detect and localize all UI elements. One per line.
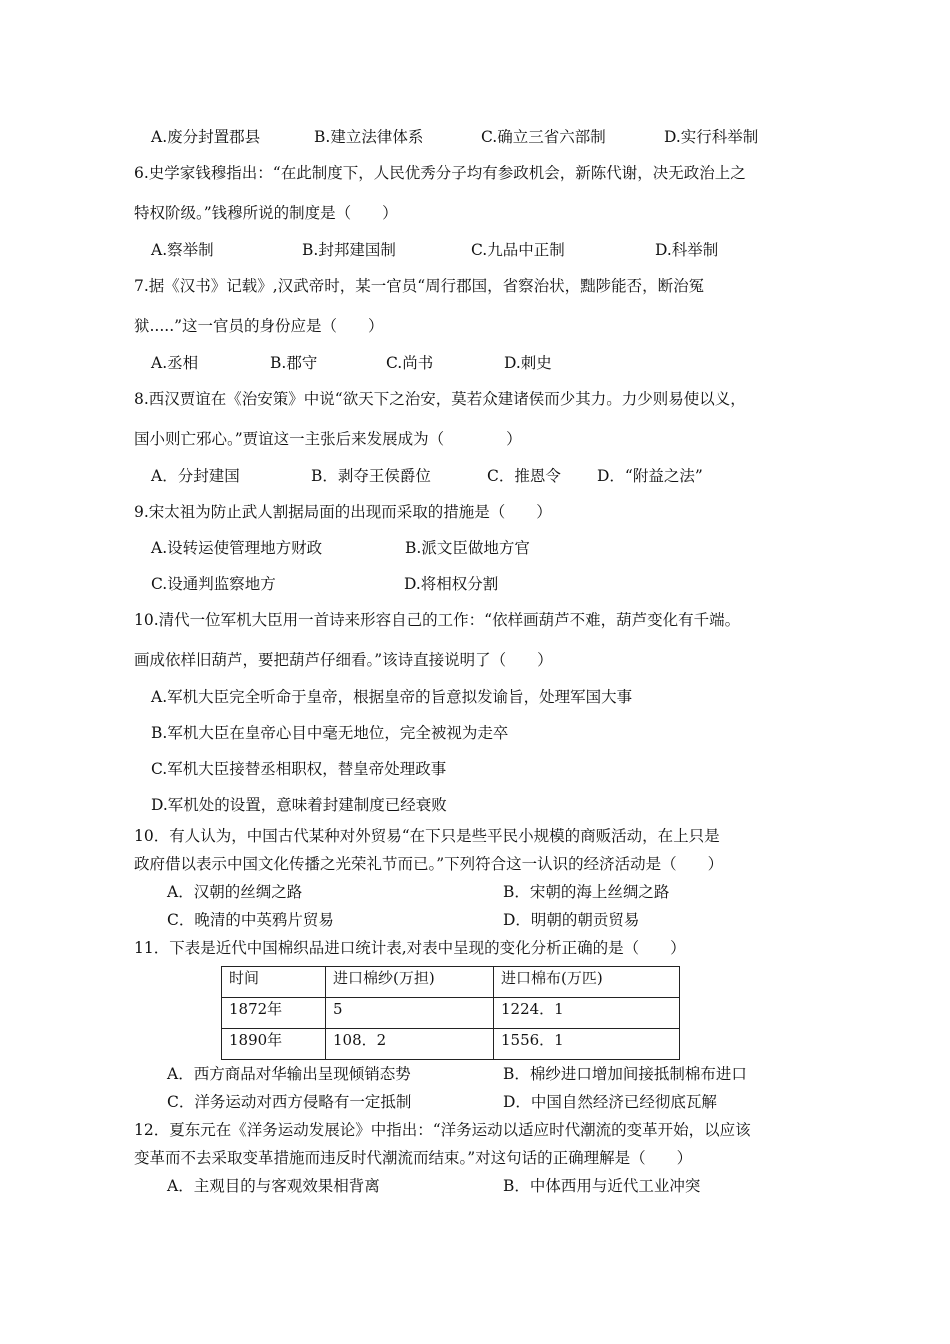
table-cell: 1872年 bbox=[222, 998, 326, 1029]
q11-option-a: A．西方商品对华输出呈现倾销态势 bbox=[167, 1065, 411, 1083]
q5-option-d: D.实行科举制 bbox=[664, 128, 759, 146]
q6-option-a: A.察举制 bbox=[151, 241, 214, 259]
q9-option-d: D.将相权分割 bbox=[404, 575, 499, 593]
q10b-option-d: D．明朝的朝贡贸易 bbox=[503, 911, 640, 929]
q10a-option-d: D.军机处的设置，意味着封建制度已经衰败 bbox=[151, 796, 447, 814]
q12-option-a: A．主观目的与客观效果相背离 bbox=[167, 1177, 380, 1195]
q10b-option-b: B．宋朝的海上丝绸之路 bbox=[503, 883, 670, 901]
q11-option-b: B．棉纱进口增加间接抵制棉布进口 bbox=[503, 1065, 747, 1083]
q11-option-d: D．中国自然经济已经彻底瓦解 bbox=[503, 1093, 717, 1111]
table-header-row bbox=[222, 967, 680, 998]
q9-option-a: A.设转运使管理地方财政 bbox=[151, 539, 323, 557]
q10b-option-a: A．汉朝的丝绸之路 bbox=[167, 883, 303, 901]
q6-stem-line1: 6.史学家钱穆指出：“在此制度下，人民优秀分子均有参政机会，新陈代谢，决无政治上之 bbox=[134, 164, 746, 182]
q8-stem-line1: 8.西汉贾谊在《治安策》中说“欲天下之治安，莫若众建诸侯而少其力。力少则易使以义， bbox=[134, 390, 746, 408]
q6-option-c: C.九品中正制 bbox=[471, 241, 565, 259]
q10b-stem-line1: 10．有人认为，中国古代某种对外贸易“在下只是些平民小规模的商贩活动，在上只是 bbox=[134, 827, 720, 845]
q9-stem: 9.宋太祖为防止武人割据局面的出现而采取的措施是（ ） bbox=[134, 503, 552, 521]
q10b-stem-line2: 政府借以表示中国文化传播之光荣礼节而已。”下列符合这一认识的经济活动是（ ） bbox=[134, 855, 724, 873]
q7-option-a: A.丞相 bbox=[151, 354, 199, 372]
q10a-option-b: B.军机大臣在皇帝心目中毫无地位，完全被视为走卒 bbox=[151, 724, 509, 742]
q8-option-b: B．剥夺王侯爵位 bbox=[311, 467, 431, 485]
q8-stem-line2: 国小则亡邪心。”贾谊这一主张后来发展成为（ ） bbox=[134, 430, 522, 448]
table-header-cell: 进口棉布(万匹) bbox=[494, 967, 680, 998]
q10a-option-c: C.军机大臣接替丞相职权，替皇帝处理政事 bbox=[151, 760, 447, 778]
q12-option-b: B．中体西用与近代工业冲突 bbox=[503, 1177, 701, 1195]
q8-option-d: D．“附益之法” bbox=[597, 467, 703, 485]
q5-option-c: C.确立三省六部制 bbox=[481, 128, 606, 146]
table-cell: 5 bbox=[326, 998, 494, 1029]
cotton-import-table bbox=[221, 966, 680, 1060]
q7-stem-line2: 狱.....”这一官员的身份应是（ ） bbox=[134, 317, 384, 335]
q5-option-b: B.建立法律体系 bbox=[314, 128, 424, 146]
q10a-option-a: A.军机大臣完全听命于皇帝，根据皇帝的旨意拟发谕旨，处理军国大事 bbox=[151, 688, 633, 706]
table-header-cell: 进口棉纱(万担) bbox=[326, 967, 494, 998]
q7-stem-line1: 7.据《汉书》记载》,汉武帝时，某一官员“周行郡国，省察治状，黜陟能否，断治冤 bbox=[134, 277, 705, 295]
table-header-cell: 时间 bbox=[222, 967, 326, 998]
q7-option-c: C.尚书 bbox=[386, 354, 434, 372]
q5-option-a: A.废分封置郡县 bbox=[151, 128, 261, 146]
table-row bbox=[222, 998, 680, 1029]
q9-option-b: B.派文臣做地方官 bbox=[405, 539, 530, 557]
q6-option-b: B.封邦建国制 bbox=[302, 241, 396, 259]
q8-option-a: A．分封建国 bbox=[151, 467, 240, 485]
q10b-option-c: C．晚清的中英鸦片贸易 bbox=[167, 911, 334, 929]
table-cell: 1556．1 bbox=[494, 1029, 680, 1060]
q7-option-d: D.刺史 bbox=[504, 354, 552, 372]
q11-option-c: C．洋务运动对西方侵略有一定抵制 bbox=[167, 1093, 412, 1111]
q11-stem: 11．下表是近代中国棉织品进口统计表,对表中呈现的变化分析正确的是（ ） bbox=[134, 939, 686, 957]
q7-option-b: B.郡守 bbox=[270, 354, 318, 372]
q8-option-c: C．推恩令 bbox=[487, 467, 561, 485]
q6-stem-line2: 特权阶级。”钱穆所说的制度是（ ） bbox=[134, 204, 398, 222]
table-cell: 1224．1 bbox=[494, 998, 680, 1029]
table-cell: 108．2 bbox=[326, 1029, 494, 1060]
q10a-stem-line2: 画成依样旧葫芦，要把葫芦仔细看。”该诗直接说明了（ ） bbox=[134, 651, 553, 669]
q12-stem-line2: 变革而不去采取变革措施而违反时代潮流而结束。”对这句话的正确理解是（ ） bbox=[134, 1149, 693, 1167]
table-row bbox=[222, 1029, 680, 1060]
q12-stem-line1: 12．夏东元在《洋务运动发展论》中指出：“洋务运动以适应时代潮流的变革开始，以应该 bbox=[134, 1121, 751, 1139]
q9-option-c: C.设通判监察地方 bbox=[151, 575, 276, 593]
q6-option-d: D.科举制 bbox=[655, 241, 719, 259]
table-cell: 1890年 bbox=[222, 1029, 326, 1060]
q10a-stem-line1: 10.清代一位军机大臣用一首诗来形容自己的工作：“依样画葫芦不难，葫芦变化有千端。 bbox=[134, 611, 741, 629]
